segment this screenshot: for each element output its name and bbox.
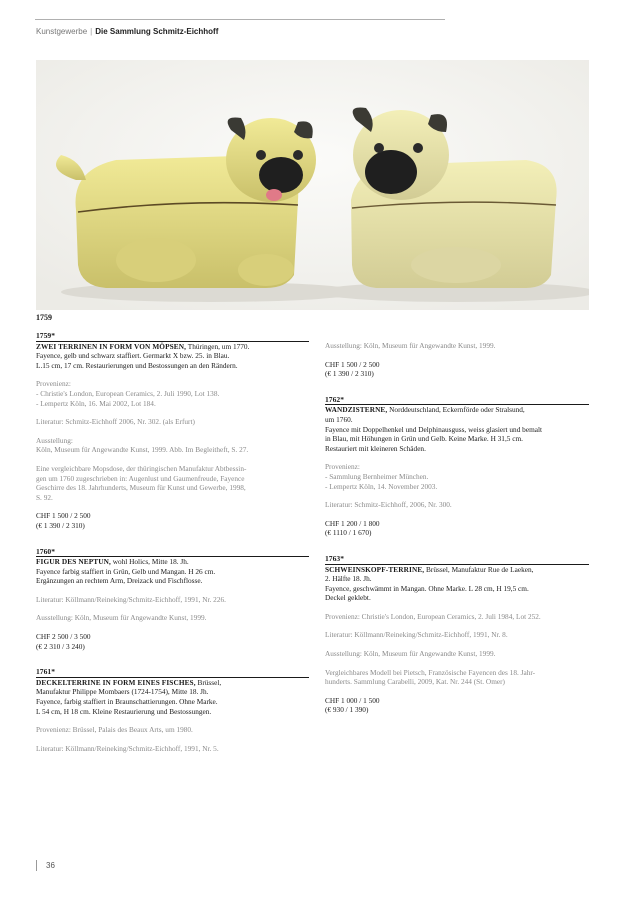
exhibition: Köln, Museum für Angewandte Kunst, 1999. Abb. Im Begleitheft, S. 27. <box>36 445 249 455</box>
running-header <box>36 27 218 36</box>
lot-title: SCHWEINSKOPF-TERRINE, <box>325 564 425 574</box>
lot-title-rest: Brüssel, Manufaktur Rue de Laeken, <box>424 564 534 574</box>
provenance: Provenienz: Christie's London, European Ceramics, 2. Juli 1984, Lot 252. <box>325 611 541 621</box>
price-chf: CHF 1 500 / 2 500 <box>36 511 91 521</box>
lot-desc: Fayence, farbig staffiert in Braunschattierungen. Ohne Marke. <box>36 697 218 707</box>
header-rule <box>35 19 445 20</box>
lot-desc: Fayence farbig staffiert in Grün, Gelb und Mangan. H 26 cm. <box>36 566 216 576</box>
lot-number: 1762* <box>325 394 344 404</box>
note: Eine vergleichbare Mopsdose, der thüringischen Manufaktur Abtbessin- <box>36 463 247 473</box>
price-eur: (€ 1 390 / 2 310) <box>325 369 374 379</box>
lot-title-rest: Brüssel, <box>195 677 222 687</box>
provenance-label: Provenienz: <box>36 379 71 389</box>
page-number: 36 <box>46 861 55 870</box>
lot-title-rest: Thüringen, um 1770. <box>186 341 250 351</box>
lot-number: 1759* <box>36 331 55 340</box>
lot-title-line2: um 1760. <box>325 414 353 424</box>
literature: Literatur: Schmitz-Eichhoff 2006, Nr. 302. (als Erfurt) <box>36 417 195 427</box>
lot-desc: Manufaktur Philippe Mombaers (1724-1754), Mitte 18. Jh. <box>36 687 209 697</box>
lot-title-line2: 2. Hälfte 18. Jh. <box>325 574 372 584</box>
lot-1761 <box>36 667 309 753</box>
lot-desc: Ergänzungen an rechtem Arm, Dreizack und Fischflosse. <box>36 576 203 586</box>
lot-1763 <box>325 554 589 715</box>
price-chf: CHF 2 500 / 3 500 <box>36 632 91 642</box>
provenance-item: - Lempertz Köln, 14. November 2003. <box>325 481 438 491</box>
lot-number: 1761* <box>36 667 55 677</box>
note: Vergleichbares Modell bei Pietsch, Französische Fayencen des 18. Jahr- <box>325 667 536 677</box>
note: Geschirre des 18. Jahrhunderts, Museum für Kunst und Gewerbe, 1998, <box>36 483 246 493</box>
lot-1762 <box>325 395 589 538</box>
lot-title: WANDZISTERNE, <box>325 405 388 415</box>
price-eur: (€ 930 / 1 390) <box>325 705 369 715</box>
literature: Literatur: Köllmann/Reineking/Schmitz-Eichhoff, 1991, Nr. 226. <box>36 594 226 604</box>
lot-desc: in Blau, mit Höhungen in Grün und Gelb. Keine Marke. H 31,5 cm. <box>325 434 523 444</box>
price-eur: (€ 1 390 / 2 310) <box>36 520 85 530</box>
lot-title: ZWEI TERRINEN IN FORM VON MÖPSEN, <box>36 341 187 351</box>
note: gen um 1760 zugeschrieben in: Augenlust und Gaumenfreude, Fayence <box>36 473 245 483</box>
lot-title-line <box>36 677 309 688</box>
literature: Literatur: Köllmann/Reineking/Schmitz-Eichhoff, 1991, Nr. 8. <box>325 630 508 640</box>
price-eur: (€ 1110 / 1 670) <box>325 528 372 538</box>
lot-title-line <box>36 341 309 352</box>
lot-title-rest: wohl Holics, Mitte 18. Jh. <box>110 557 189 567</box>
lot-title: FIGUR DES NEPTUN, <box>36 557 111 567</box>
lot-1759 <box>36 331 309 531</box>
lot-1761-continued <box>325 341 589 379</box>
exhibition: Ausstellung: Köln, Museum für Angewandte Kunst, 1999. <box>325 341 496 350</box>
lot-title-line <box>36 556 309 567</box>
provenance-item: - Lempertz Köln, 16. Mai 2002, Lot 184. <box>36 398 156 408</box>
exhibition-label: Ausstellung: <box>36 435 73 445</box>
photo-lot-number: 1759 <box>36 313 52 322</box>
note: S. 92. <box>36 492 53 502</box>
lot-desc: L 54 cm, H 18 cm. Kleine Restaurierung und Bestossungen. <box>36 706 212 716</box>
provenance-item: - Sammlung Bernheimer München. <box>325 471 429 481</box>
pug-terrines-illustration <box>36 60 589 310</box>
lot-number: 1760* <box>36 546 55 556</box>
header-subtitle: Die Sammlung Schmitz-Eichhoff <box>95 27 219 36</box>
price-chf: CHF 1 500 / 2 500 <box>325 359 380 369</box>
literature: Literatur: Schmitz-Eichhoff, 2006, Nr. 300. <box>325 500 452 510</box>
lot-desc: Fayence, gelb und schwarz staffiert. Germarkt X bzw. 25. in Blau. <box>36 351 230 361</box>
provenance: Provenienz: Brüssel, Palais des Beaux Arts, um 1980. <box>36 725 193 735</box>
right-column <box>325 341 589 725</box>
header-separator: | <box>90 27 93 36</box>
literature: Literatur: Köllmann/Reineking/Schmitz-Eichhoff, 1991, Nr. 5. <box>36 743 219 753</box>
lot-desc: L.15 cm, 17 cm. Restaurierungen und Bestossungen an den Rändern. <box>36 360 238 370</box>
price-chf: CHF 1 000 / 1 500 <box>325 695 380 705</box>
provenance-label: Provenienz: <box>325 462 360 472</box>
left-column <box>36 331 309 763</box>
lot-desc: Fayence, geschwämmt in Mangan. Ohne Marke. L 28 cm, H 19,5 cm. <box>325 583 529 593</box>
exhibition: Ausstellung: Köln, Museum für Angewandte Kunst, 1999. <box>36 613 207 623</box>
lot-number: 1763* <box>325 553 344 563</box>
lot-1760 <box>36 547 309 652</box>
exhibition: Ausstellung: Köln, Museum für Angewandte Kunst, 1999. <box>325 649 496 659</box>
provenance-item: - Christie's London, European Ceramics, 2. Juli 1990, Lot 138. <box>36 388 220 398</box>
note: hunderts. Sammlung Carabelli, 2009, Kat. Nr. 244 (St. Omer) <box>325 677 505 687</box>
lot-desc: Fayence mit Doppelhenkel und Delphinausguss, weiss glasiert und bemalt <box>325 424 543 434</box>
lot-title: DECKELTERRINE IN FORM EINES FISCHES, <box>36 677 196 687</box>
header-section: Kunstgewerbe <box>36 27 88 36</box>
lot-title-line <box>325 564 589 575</box>
lot-title-rest: Norddeutschland, Eckernförde oder Stralsund, <box>387 405 525 415</box>
lot-photo-pug-terrines <box>36 60 589 310</box>
lot-desc: Restauriert mit kleineren Schäden. <box>325 443 426 453</box>
lot-desc: Deckel geklebt. <box>325 593 371 603</box>
lot-title-line <box>325 404 589 415</box>
price-eur: (€ 2 310 / 3 240) <box>36 641 85 651</box>
price-chf: CHF 1 200 / 1 800 <box>325 518 380 528</box>
footer-bar <box>36 860 37 871</box>
